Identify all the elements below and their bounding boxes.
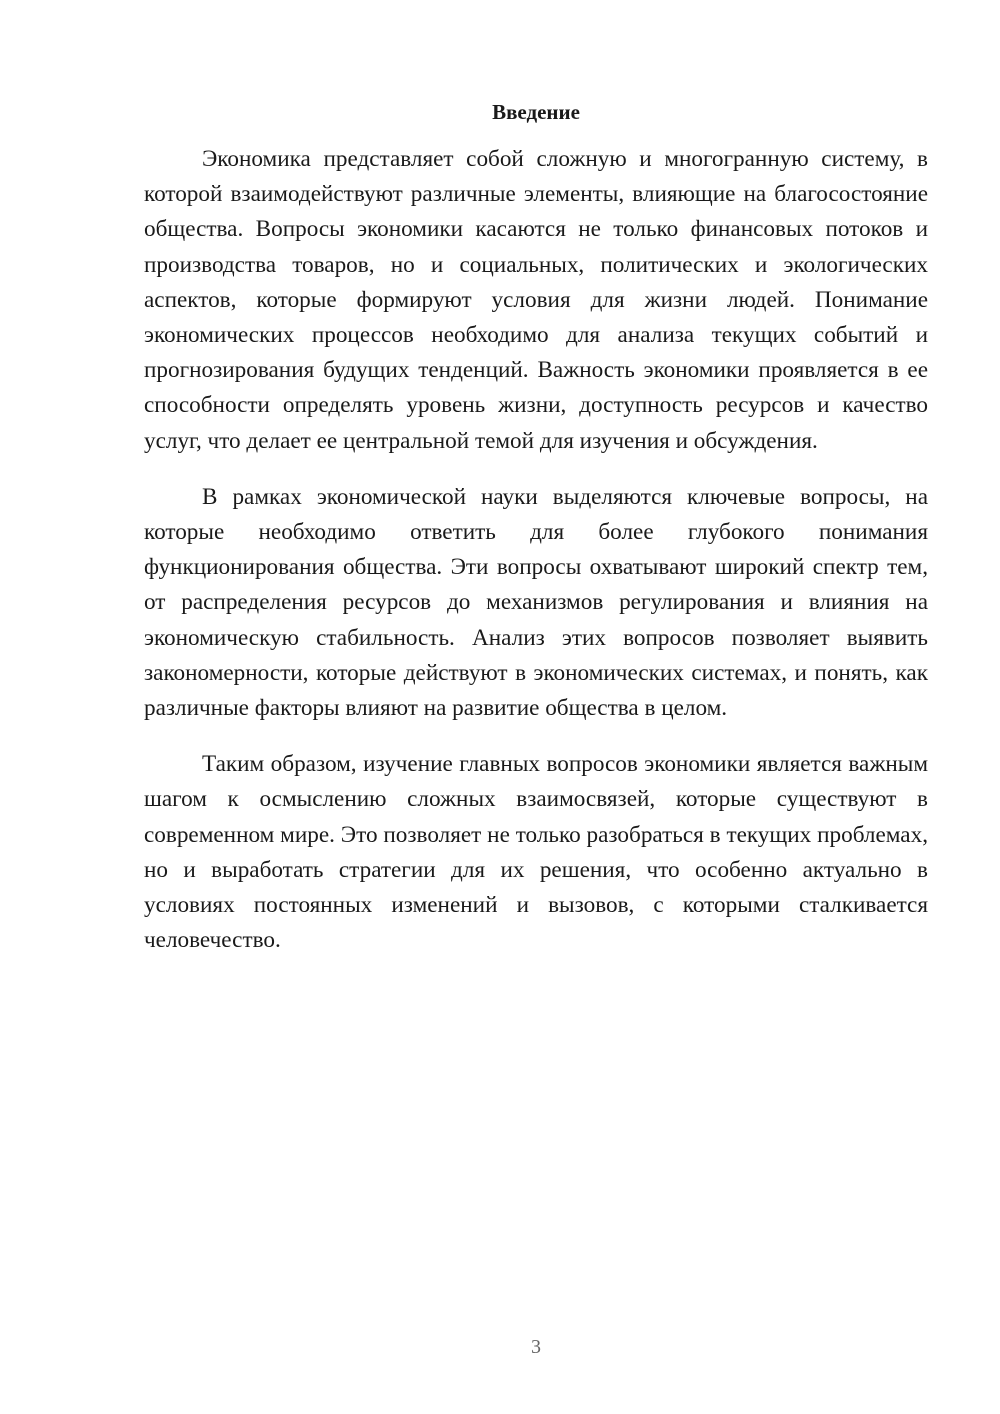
page-title: Введение — [492, 100, 580, 124]
paragraph-1: Экономика представляет собой сложную и многогранную систему, в которой взаимодействуют различные элементы, влияющие на благосостояние общества. Вопросы экономики касаются не только финансовых потоков и производства товаров, но и социальных, политических и экологических аспектов, которые формируют условия для жизни людей. Понимание экономических процессов необходимо для анализа текущих событий и прогнозирования будущих тенденций. Важность экономики проявляется в ее способности определять уровень жизни, доступность ресурсов и качество услуг, что делает ее центральной темой для изучения и обсуждения. — [144, 146, 928, 454]
paragraph-2: В рамках экономической науки выделяются ключевые вопросы, на которые необходимо ответить для более глубокого понимания функционирования общества. Эти вопросы охватывают широкий спектр тем, от распределения ресурсов до механизмов регулирования и влияния на экономическую стабильность. Анализ этих вопросов позволяет выявить закономерности, которые действуют в экономических системах, и понять, как различные факторы влияют на развитие общества в целом. — [144, 483, 928, 722]
page-number: 3 — [531, 1336, 541, 1358]
body-text — [144, 142, 928, 958]
paragraph-3: Таким образом, изучение главных вопросов экономики является важным шагом к осмыслению сложных взаимосвязей, которые существуют в современном мире. Это позволяет не только разобраться в текущих проблемах, но и выработать стратегии для их решения, что особенно актуально в условиях постоянных изменений и вызовов, с которыми сталкивается человечество. — [144, 751, 928, 954]
